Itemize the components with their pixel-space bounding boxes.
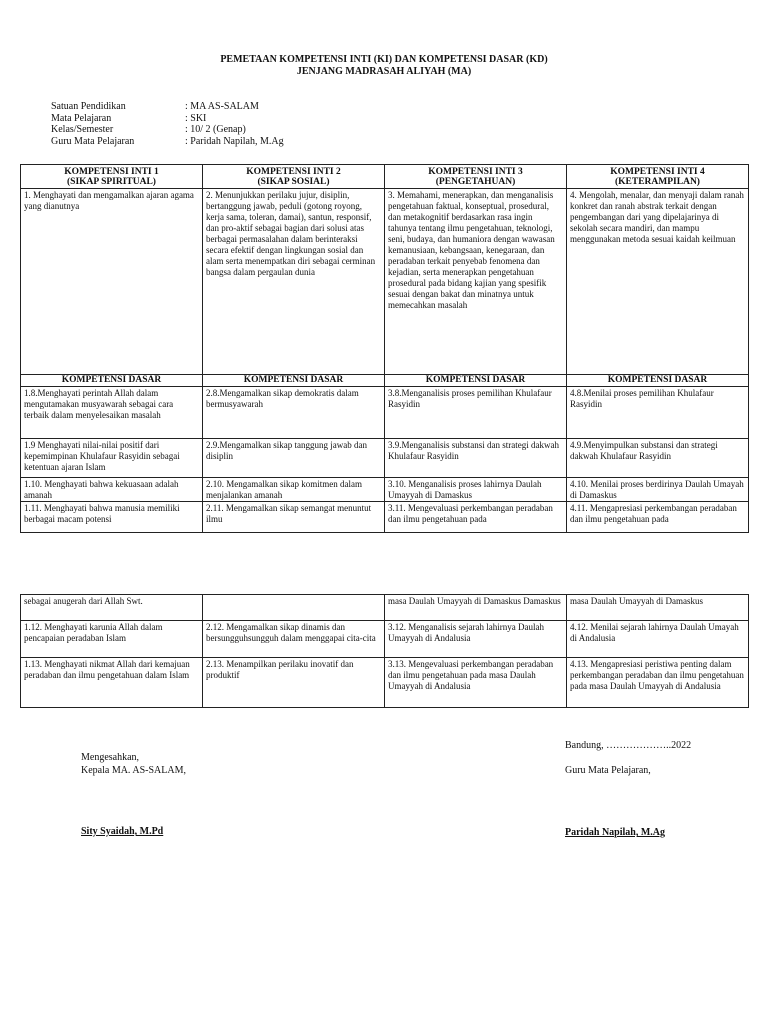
info-row bbox=[51, 101, 284, 113]
headmaster-name: Sity Syaidah, M.Pd bbox=[81, 826, 164, 837]
kd-cell: 3.11. Mengevaluasi perkembangan peradaban dan ilmu pengetahuan pada bbox=[385, 502, 567, 533]
kd-cell: 1.10. Menghayati bahwa kekuasaan adalah amanah bbox=[21, 478, 203, 502]
ki-content-cell: 4. Mengolah, menalar, dan menyaji dalam ranah konkret dan ranah abstrak terkait dengan pengembangan dari yang dipelajarinya di sekolah secara mandiri, dan mampu menggunakan metoda sesuai kaidah keilmuan bbox=[567, 189, 749, 375]
kd-cell: 3.9.Menganalisis substansi dan strategi dakwah Khulafaur Rasyidin bbox=[385, 439, 567, 478]
kd-cell: 1.12. Menghayati karunia Allah dalam pencapaian peradaban Islam bbox=[21, 621, 203, 658]
document-title-line2: JENJANG MADRASAH ALIYAH (MA) bbox=[296, 66, 472, 77]
kd-header-cell: KOMPETENSI DASAR bbox=[21, 375, 203, 387]
identity-block bbox=[51, 101, 284, 147]
document-title-line1: PEMETAAN KOMPETENSI INTI (KI) DAN KOMPETENSI DASAR (KD) bbox=[220, 54, 548, 65]
ki-content-cell: 1. Menghayati dan mengamalkan ajaran agama yang dianutnya bbox=[21, 189, 203, 375]
table-row bbox=[21, 387, 749, 439]
info-row bbox=[51, 113, 284, 125]
approval-label: Mengesahkan, bbox=[81, 752, 140, 763]
kd-header-cell: KOMPETENSI DASAR bbox=[567, 375, 749, 387]
headmaster-title: Kepala MA. AS-SALAM, bbox=[81, 765, 186, 776]
kd-cell: 1.13. Menghayati nikmat Allah dari kemajuan peradaban dan ilmu pengetahuan dalam Islam bbox=[21, 658, 203, 708]
info-value: : SKI bbox=[185, 112, 207, 124]
table-row bbox=[21, 621, 749, 658]
table-row bbox=[21, 439, 749, 478]
competency-table-page2 bbox=[20, 594, 749, 708]
kd-cell: 4.13. Mengapresiasi peristiwa penting dalam perkembangan peradaban dan ilmu pengetahuan pada masa Daulah Umayyah di Andalusia bbox=[567, 658, 749, 708]
kd-cell: 2.13. Menampilkan perilaku inovatif dan produktif bbox=[203, 658, 385, 708]
kd-cell: 3.13. Mengevaluasi perkembangan peradaban dan ilmu pengetahuan pada masa Daulah Umayyah di Andalusia bbox=[385, 658, 567, 708]
ki-content-cell: 2. Menunjukkan perilaku jujur, disiplin, bertanggung jawab, peduli (gotong royong, kerja sama, toleran, damai), santun, responsif, dan pro-aktif sebagai bagian dari solusi atas berbagai permasalahan dalam berinteraksi secara efektif dengan lingkungan sosial dan alam serta menempatkan diri sebagai cerminan bangsa dalam pergaulan dunia bbox=[203, 189, 385, 375]
kd-cell: sebagai anugerah dari Allah Swt. bbox=[21, 595, 203, 621]
info-value: : Paridah Napilah, M.Ag bbox=[185, 135, 284, 147]
kd-cell: 2.8.Mengamalkan sikap demokratis dalam bermusyawarah bbox=[203, 387, 385, 439]
kd-cell: 1.11. Menghayati bahwa manusia memiliki berbagai macam potensi bbox=[21, 502, 203, 533]
kd-cell: masa Daulah Umayyah di Damaskus Damaskus bbox=[385, 595, 567, 621]
info-label: Mata Pelajaran bbox=[51, 112, 112, 124]
info-label: Satuan Pendidikan bbox=[51, 101, 126, 112]
place-date: Bandung, ………………..2022 bbox=[565, 740, 692, 751]
table-row bbox=[21, 478, 749, 502]
kd-header-cell: KOMPETENSI DASAR bbox=[385, 375, 567, 387]
ki-header-cell: KOMPETENSI INTI 1 (SIKAP SPIRITUAL) bbox=[21, 165, 203, 189]
kd-cell: 4.12. Menilai sejarah lahirnya Daulah Umayah di Andalusia bbox=[567, 621, 749, 658]
info-value: : MA AS-SALAM bbox=[185, 101, 259, 112]
kd-cell: 4.9.Menyimpulkan substansi dan strategi dakwah Khulafaur Rasyidin bbox=[567, 439, 749, 478]
kd-cell: 2.9.Mengamalkan sikap tanggung jawab dan disiplin bbox=[203, 439, 385, 478]
teacher-title: Guru Mata Pelajaran, bbox=[565, 765, 651, 776]
kd-cell: 1.8.Menghayati perintah Allah dalam mengutamakan musyawarah sebagai cara terbaik dalam menyelesaikan masalah bbox=[21, 387, 203, 439]
info-label: Guru Mata Pelajaran bbox=[51, 135, 135, 147]
info-row bbox=[51, 136, 284, 148]
table-row bbox=[21, 502, 749, 533]
info-label: Kelas/Semester bbox=[51, 124, 114, 135]
kd-cell: 4.11. Mengapresiasi perkembangan peradaban dan ilmu pengetahuan pada bbox=[567, 502, 749, 533]
ki-header-row bbox=[21, 165, 749, 189]
kd-cell: masa Daulah Umayyah di Damaskus bbox=[567, 595, 749, 621]
kd-cell bbox=[203, 595, 385, 621]
kd-cell: 4.8.Menilai proses pemilihan Khulafaur Rasyidin bbox=[567, 387, 749, 439]
table-row bbox=[21, 658, 749, 708]
ki-header-cell: KOMPETENSI INTI 3 (PENGETAHUAN) bbox=[385, 165, 567, 189]
kd-cell: 4.10. Menilai proses berdirinya Daulah Umayah di Damaskus bbox=[567, 478, 749, 502]
kd-cell: 3.8.Menganalisis proses pemilihan Khulafaur Rasyidin bbox=[385, 387, 567, 439]
teacher-name: Paridah Napilah, M.Ag bbox=[565, 827, 666, 838]
kd-cell: 2.11. Mengamalkan sikap semangat menuntut ilmu bbox=[203, 502, 385, 533]
info-value: : 10/ 2 (Genap) bbox=[185, 124, 246, 135]
ki-content-row bbox=[21, 189, 749, 375]
kd-header-row bbox=[21, 375, 749, 387]
info-row bbox=[51, 124, 284, 136]
ki-content-cell: 3. Memahami, menerapkan, dan menganalisis pengetahuan faktual, konseptual, prosedural, dan metakognitif berdasarkan rasa ingin tahunya tentang ilmu pengetahuan, teknologi, seni, budaya, dan humaniora dengan wawasan kemanusiaan, kebangsaan, kenegaraan, dan peradaban terkait penyebab fenomena dan kejadian, serta menerapkan pengetahuan prosedural pada bidang kajian yang spesifik sesuai dengan bakat dan minatnya untuk memecahkan masalah bbox=[385, 189, 567, 375]
kd-cell: 1.9 Menghayati nilai-nilai positif dari kepemimpinan Khulafaur Rasyidin sebagai ketentuan ajaran Islam bbox=[21, 439, 203, 478]
kd-cell: 3.10. Menganalisis proses lahirnya Daulah Umayyah di Damaskus bbox=[385, 478, 567, 502]
kd-cell: 3.12. Menganalisis sejarah lahirnya Daulah Umayyah di Andalusia bbox=[385, 621, 567, 658]
kd-cell: 2.10. Mengamalkan sikap komitmen dalam menjalankan amanah bbox=[203, 478, 385, 502]
kd-cell: 2.12. Mengamalkan sikap dinamis dan bersungguhsungguh dalam menggapai cita-cita bbox=[203, 621, 385, 658]
competency-table-page1 bbox=[20, 164, 749, 533]
table-row bbox=[21, 595, 749, 621]
ki-header-cell: KOMPETENSI INTI 2 (SIKAP SOSIAL) bbox=[203, 165, 385, 189]
kd-header-cell: KOMPETENSI DASAR bbox=[203, 375, 385, 387]
ki-header-cell: KOMPETENSI INTI 4 (KETERAMPILAN) bbox=[567, 165, 749, 189]
